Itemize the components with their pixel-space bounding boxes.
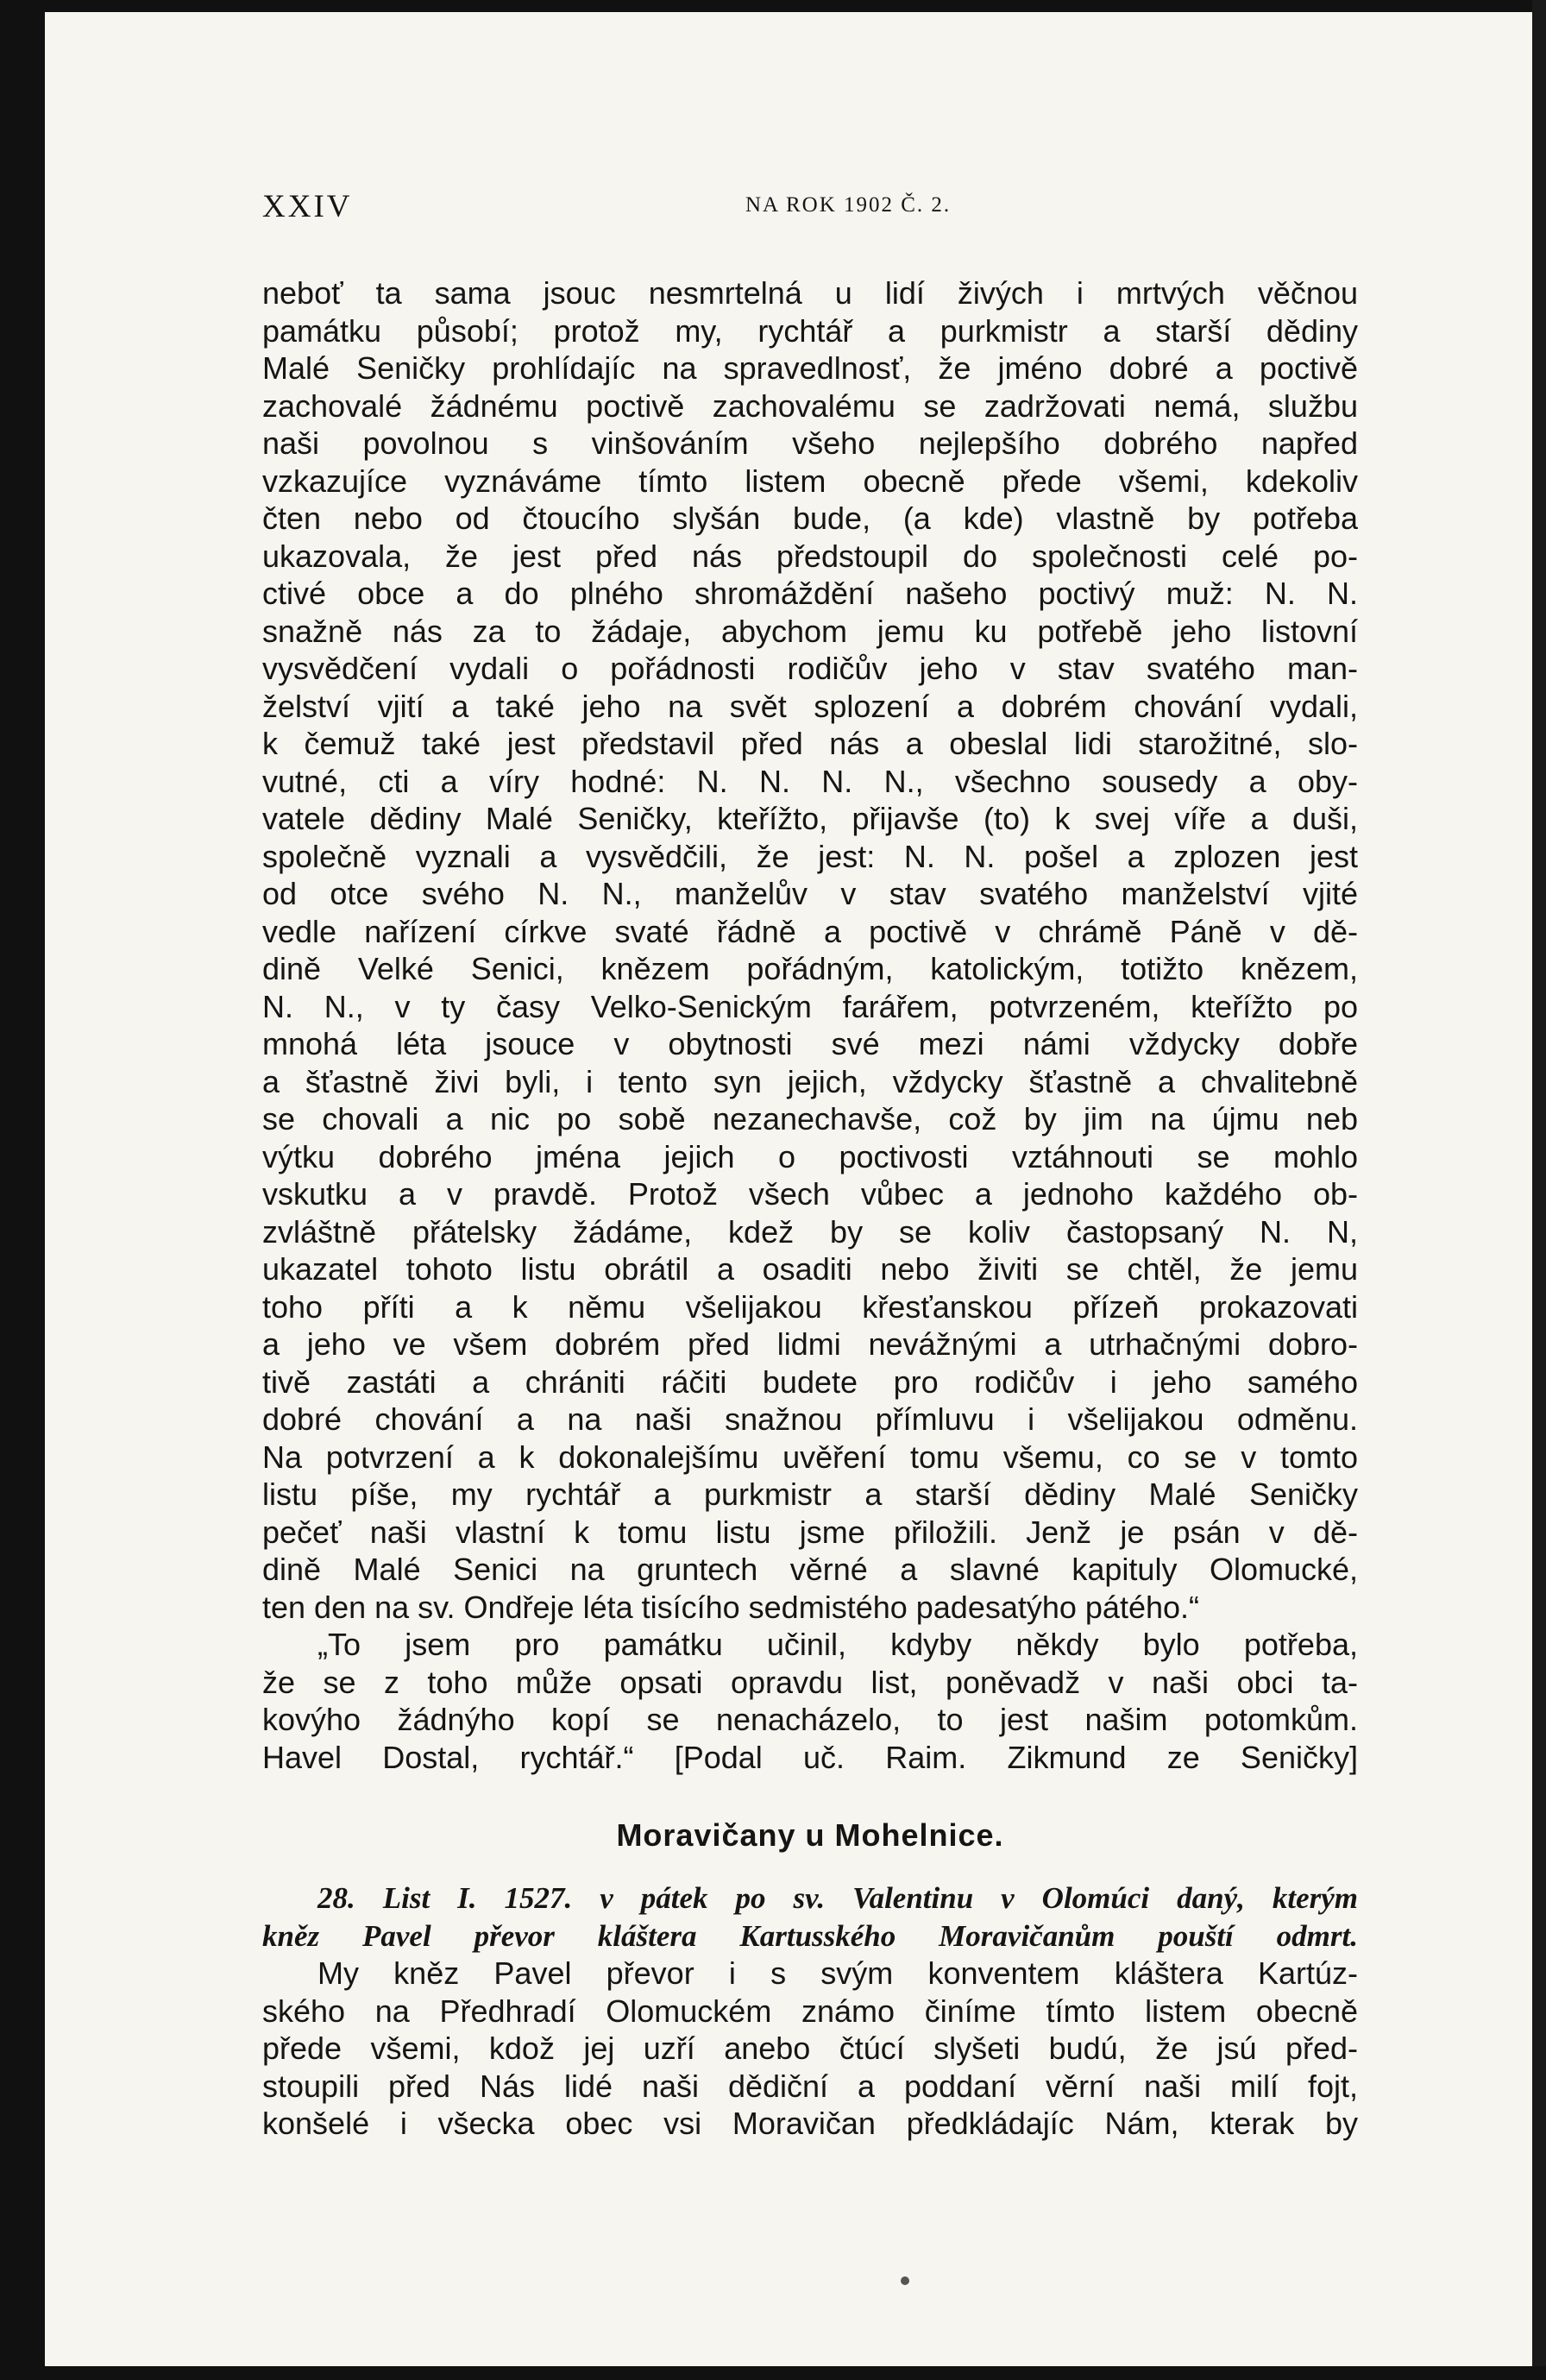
text-line: vatele dědiny Malé Seničky, kteřížto, přijavše (to) k svej víře a duši,	[262, 801, 1358, 836]
text-line: toho příti a k němu všelijakou křesťanskou přízeň prokazovati	[262, 1288, 1358, 1325]
text-line: Na potvrzení a k dokonalejšímu uvěření tomu všemu, co se v tomto	[262, 1439, 1358, 1475]
running-head	[262, 188, 1360, 231]
page-folio: XXIV	[262, 189, 353, 224]
text-line: a šťastně živi byli, i tento syn jejich, vždycky šťastně a chvalitebně	[262, 1063, 1358, 1099]
text-line: pečeť naši vlastní k tomu listu jsme přiložili. Jenž je psán v dě-	[262, 1514, 1358, 1550]
text-line: vysvědčení vydali o pořádnosti rodičův jeho v stav svatého man-	[262, 651, 1358, 686]
text-line: dobré chování a na naši snažnou přímluvu i všelijakou odměnu.	[262, 1401, 1358, 1437]
text-line: snažně nás za to žádaje, abychom jemu ku potřebě jeho listovní	[262, 613, 1358, 649]
text-line: zachovalé žádnému poctivě zachovalému se zadržovati nemá, službu	[262, 387, 1358, 424]
section-text	[262, 1879, 1358, 2143]
section-heading: Moravičany u Mohelnice.	[616, 1817, 1004, 1853]
text-line: Havel Dostal, rychtář.“ [Podal uč. Raim. Zikmund ze Seničky]	[262, 1739, 1358, 1775]
text-line: stoupili před Nás lidé naši dědiční a poddaní věrní naši milí fojt,	[262, 2068, 1358, 2104]
text-line: ského na Předhradí Olomuckém známo činíme tímto listem obecně	[262, 1993, 1358, 2029]
text-line: tivě zastáti a chrániti ráčiti budete pro rodičův i jeho samého	[262, 1363, 1358, 1400]
text-line: neboť ta sama jsouc nesmrtelná u lidí živých i mrtvých věčnou	[262, 275, 1358, 311]
text-line: mnohá léta jsouce v obytnosti své mezi námi vždycky dobře	[262, 1026, 1358, 1061]
text-line: vedle nařízení církve svaté řádně a poctivě v chrámě Páně v dě-	[262, 913, 1358, 949]
text-line: naši povolnou s vinšováním všeho nejlepšího dobrého napřed	[262, 425, 1358, 461]
text-line: památku působí; protož my, rychtář a purkmistr a starší dědiny	[262, 312, 1358, 349]
text-line: vutné, cti a víry hodné: N. N. N. N., všechno sousedy a oby-	[262, 763, 1358, 799]
text-line: se chovali a nic po sobě nezanechavše, což by jim na újmu neb	[262, 1101, 1358, 1136]
text-line: Malé Seničky prohlídajíc na spravedlnosť, že jméno dobré a poctivě	[262, 350, 1358, 386]
text-line: vzkazujíce vyznáváme tímto listem obecně přede všemi, kdekoliv	[262, 463, 1358, 499]
body-text	[262, 274, 1358, 1776]
text-line: od otce svého N. N., manželův v stav svatého manželství vjité	[262, 876, 1358, 911]
scan-border-left	[0, 0, 45, 2380]
text-line: že se z toho může opsati opravdu list, poněvadž v naši obci ta-	[262, 1664, 1358, 1700]
scan-border-bottom	[0, 2366, 1546, 2380]
text-line: čten nebo od čtoucího slyšán bude, (a kde) vlastně by potřeba	[262, 501, 1358, 536]
text-line: konšelé i všecka obec vsi Moravičan předkládajíc Nám, kterak by	[262, 2106, 1358, 2141]
text-line: vskutku a v pravdě. Protož všech vůbec a jednoho každého ob-	[262, 1176, 1358, 1212]
scan-border-top	[0, 0, 1546, 12]
document-title-line: 28. List I. 1527. v pátek po sv. Valentinu v Olomúci daný, kterým	[317, 1881, 1358, 1915]
text-line: ukazovala, že jest před nás předstoupil do společnosti celé po-	[262, 538, 1358, 574]
text-line: „To jsem pro památku učinil, kdyby někdy bylo potřeba,	[317, 1627, 1358, 1662]
ink-dot	[901, 2276, 909, 2285]
text-line: N. N., v ty časy Velko-Senickým farářem, potvrzeném, kteřížto po	[262, 988, 1358, 1024]
text-line: ctivé obce a do plného shromáždění našeho poctivý muž: N. N.	[262, 576, 1358, 611]
text-line: ten den na sv. Ondřeje léta tisícího sedmistého padesatýho pátého.“	[262, 1589, 1200, 1625]
text-line: a jeho ve všem dobrém před lidmi nevážnými a utrhačnými dobro-	[262, 1326, 1358, 1362]
text-line: zvláštně přátelsky žádáme, kdež by se koliv častopsaný N. N,	[262, 1213, 1358, 1250]
text-line: kovýho žádnýho kopí se nenacházelo, to jest našim potomkům.	[262, 1702, 1358, 1737]
text-line: listu píše, my rychtář a purkmistr a starší dědiny Malé Seničky	[262, 1476, 1358, 1512]
text-line: k čemuž také jest představil před nás a obeslal lidi starožitné, slo-	[262, 726, 1358, 761]
text-line: dině Malé Senici na gruntech věrné a slavné kapituly Olomucké,	[262, 1552, 1358, 1587]
document-title-line: kněz Pavel převor kláštera Kartusského Moravičanům pouští odmrt.	[262, 1918, 1358, 1953]
text-line: dině Velké Senici, knězem pořádným, katolickým, totižto knězem,	[262, 951, 1358, 986]
text-line: přede všemi, kdož jej uzří anebo čtúcí slyšeti budú, že jsú před-	[262, 2031, 1358, 2066]
running-title: NA ROK 1902 Č. 2.	[745, 193, 952, 217]
scan-border-right	[1532, 0, 1546, 2380]
text-line: ukazatel tohoto listu obrátil a osaditi nebo živiti se chtěl, že jemu	[262, 1251, 1358, 1287]
text-line: společně vyznali a vysvědčili, že jest: N. N. pošel a zplozen jest	[262, 838, 1358, 874]
text-line: My kněz Pavel převor i s svým konventem kláštera Kartúz-	[317, 1955, 1358, 1991]
text-line: výtku dobrého jména jejich o poctivosti vztáhnouti se mohlo	[262, 1138, 1358, 1174]
text-line: želství vjití a také jeho na svět splození a dobrém chování vydali,	[262, 688, 1358, 724]
